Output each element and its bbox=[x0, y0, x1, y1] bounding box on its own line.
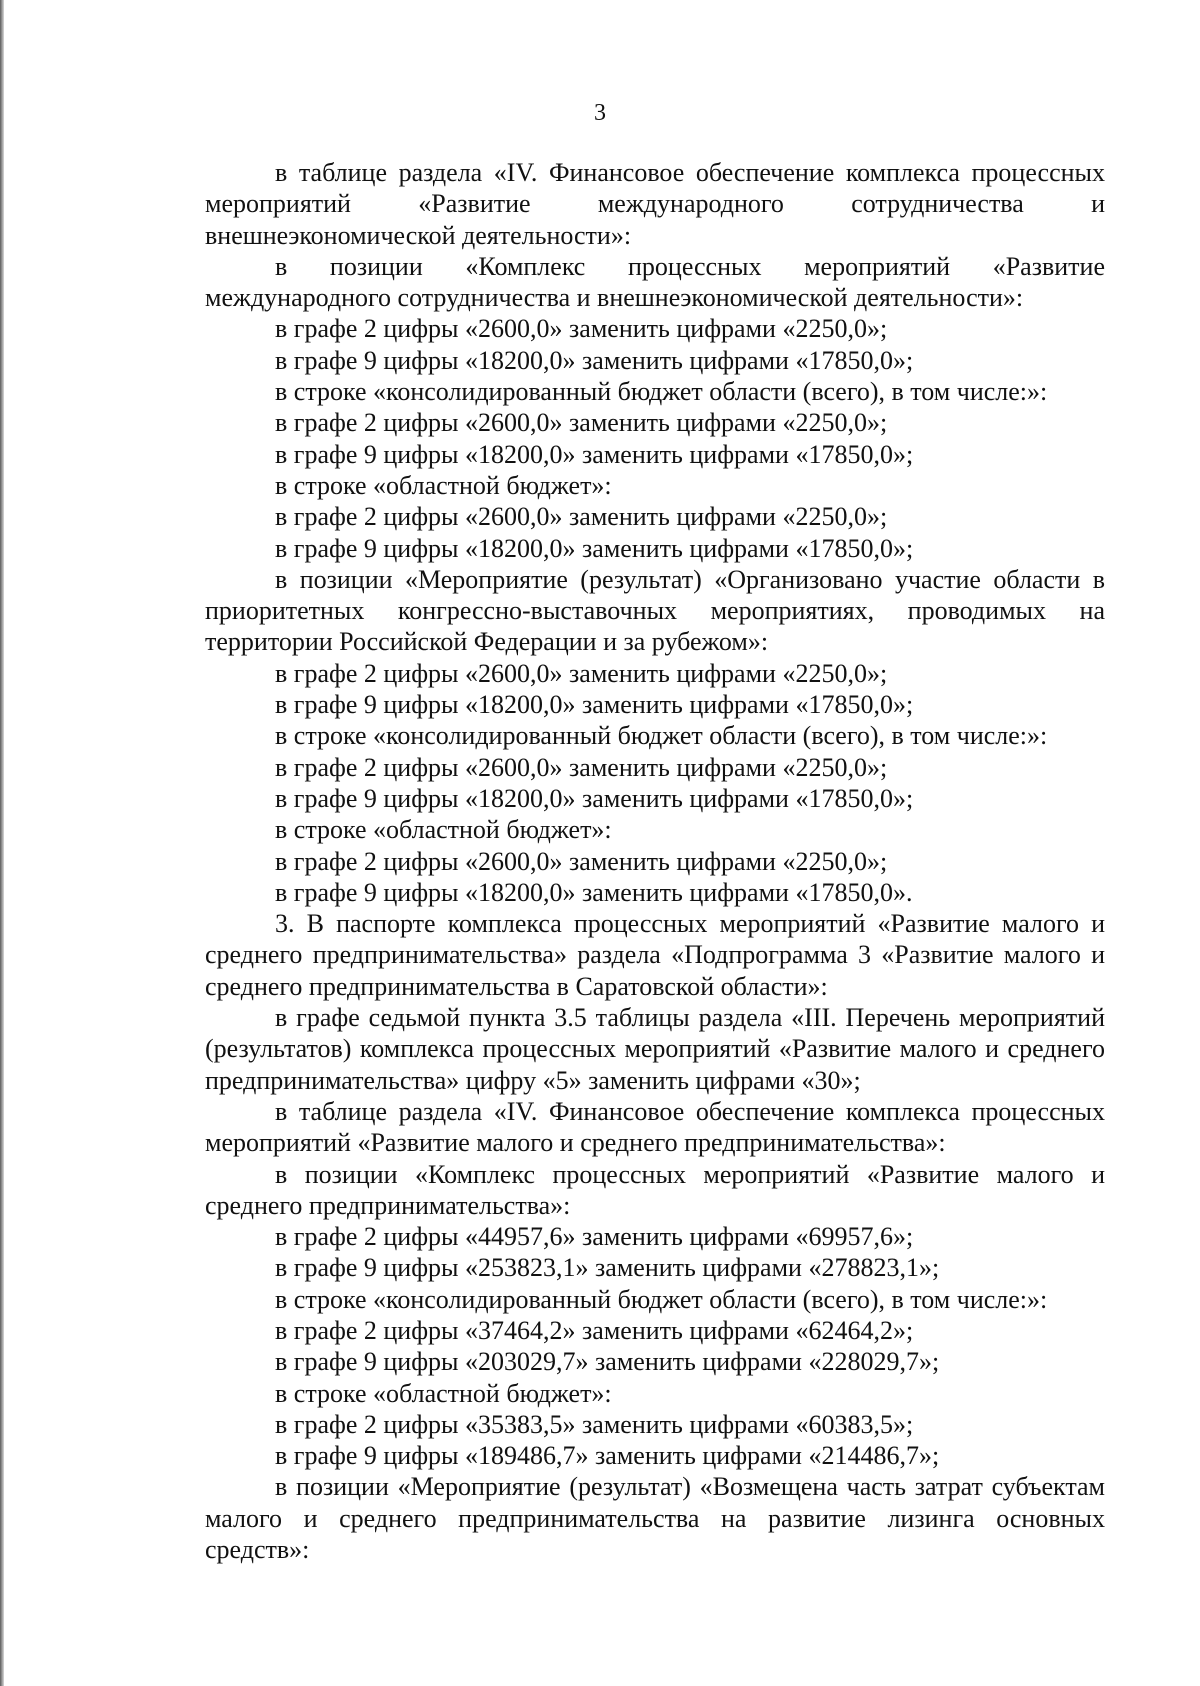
paragraph: в графе 9 цифры «18200,0» заменить цифрами «17850,0»; bbox=[275, 533, 914, 563]
paragraph: в графе 9 цифры «189486,7» заменить цифрами «214486,7»; bbox=[275, 1441, 940, 1471]
paragraph: в таблице раздела «IV. Финансовое обеспечение комплекса процессных мероприятий «Развитие международного сотрудничества и внешнеэкономической деятельности»: bbox=[205, 158, 1105, 250]
paragraph: в графе 9 цифры «18200,0» заменить цифрами «17850,0»; bbox=[275, 690, 914, 720]
paragraph: в графе 9 цифры «203029,7» заменить цифрами «228029,7»; bbox=[275, 1347, 940, 1377]
paragraph: в строке «областной бюджет»: bbox=[275, 1378, 612, 1408]
paragraph: в таблице раздела «IV. Финансовое обеспечение комплекса процессных мероприятий «Развитие малого и среднего предпринимательства»: bbox=[205, 1096, 1105, 1158]
paragraph: в графе 2 цифры «35383,5» заменить цифрами «60383,5»; bbox=[275, 1409, 914, 1439]
paragraph: в позиции «Комплекс процессных мероприятий «Развитие малого и среднего предпринимательства»: bbox=[205, 1159, 1105, 1220]
paragraph: в графе 9 цифры «18200,0» заменить цифрами «17850,0»; bbox=[275, 439, 914, 469]
paragraph: в графе 2 цифры «37464,2» заменить цифрами «62464,2»; bbox=[275, 1315, 914, 1345]
document-body bbox=[205, 157, 1105, 1565]
paragraph: в строке «областной бюджет»: bbox=[275, 815, 612, 845]
paragraph: в графе 9 цифры «18200,0» заменить цифрами «17850,0»; bbox=[275, 345, 914, 375]
paragraph: в строке «консолидированный бюджет области (всего), в том числе:»: bbox=[275, 377, 1048, 407]
paragraph: в позиции «Комплекс процессных мероприятий «Развитие международного сотрудничества и внешнеэкономической деятельности»: bbox=[205, 251, 1105, 313]
paragraph: в графе 2 цифры «2600,0» заменить цифрами «2250,0»; bbox=[275, 314, 888, 344]
paragraph: в графе 2 цифры «2600,0» заменить цифрами «2250,0»; bbox=[275, 752, 888, 782]
paragraph: в графе 2 цифры «2600,0» заменить цифрами «2250,0»; bbox=[275, 502, 888, 532]
scan-edge bbox=[0, 0, 4, 1686]
paragraph: в графе 2 цифры «44957,6» заменить цифрами «69957,6»; bbox=[275, 1222, 914, 1252]
paragraph: в строке «консолидированный бюджет области (всего), в том числе:»: bbox=[275, 1284, 1048, 1314]
paragraph: в позиции «Мероприятие (результат) «Возмещена часть затрат субъектам малого и среднего предпринимательства на развитие лизинга основных средств»: bbox=[205, 1472, 1105, 1565]
paragraph: в графе 2 цифры «2600,0» заменить цифрами «2250,0»; bbox=[275, 408, 888, 438]
paragraph: в графе 9 цифры «18200,0» заменить цифрами «17850,0»; bbox=[275, 783, 914, 813]
paragraph: в строке «консолидированный бюджет области (всего), в том числе:»: bbox=[275, 721, 1048, 751]
paragraph: в графе 2 цифры «2600,0» заменить цифрами «2250,0»; bbox=[275, 846, 888, 876]
paragraph: в графе 2 цифры «2600,0» заменить цифрами «2250,0»; bbox=[275, 658, 888, 688]
paragraph: в графе 9 цифры «18200,0» заменить цифрами «17850,0». bbox=[275, 877, 913, 907]
paragraph: в позиции «Мероприятие (результат) «Организовано участие области в приоритетных конгрессно-выставочных мероприятиях, проводимых на территории Российской Федерации и за рубежом»: bbox=[205, 564, 1105, 657]
paragraph: 3. В паспорте комплекса процессных мероприятий «Развитие малого и среднего предпринимательства» раздела «Подпрограмма 3 «Развитие малого и среднего предпринимательства в Саратовской области»: bbox=[205, 909, 1105, 1001]
paragraph: в графе седьмой пункта 3.5 таблицы раздела «III. Перечень мероприятий (результатов) комплекса процессных мероприятий «Развитие малого и среднего предпринимательства» цифру «5» заменить цифрами «30»; bbox=[205, 1003, 1105, 1095]
paragraph: в строке «областной бюджет»: bbox=[275, 470, 612, 500]
paragraph: в графе 9 цифры «253823,1» заменить цифрами «278823,1»; bbox=[275, 1253, 940, 1283]
page-number: 3 bbox=[594, 100, 606, 126]
